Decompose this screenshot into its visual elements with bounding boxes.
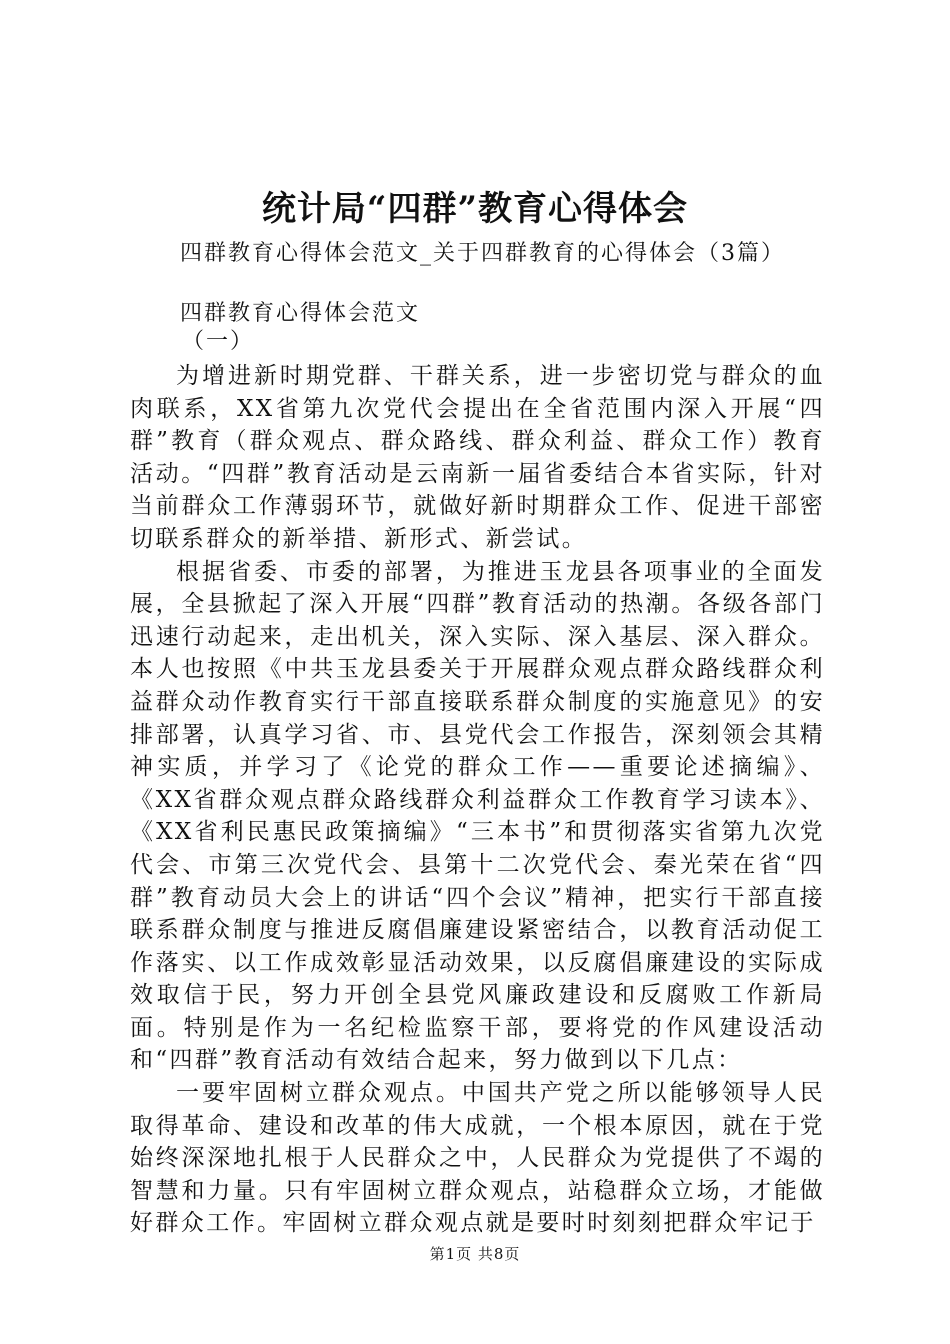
section-number: （一） <box>182 329 255 354</box>
paragraph: 根据省委、市委的部署，为推进玉龙县各项事业的全面发展，全县掀起了深入开展“四群”教育活动的热潮。各级各部门迅速行动起来，走出机关，深入实际、深入基层、深入群众。本人也按照《中共玉龙县委关于开展群众观点群众路线群众利益群众动作教育实行干部直接联系群众制度的实施意见》的安排部署，认真学习省、市、县党代会工作报告，深刻领会其精神实质，并学习了《论党的群众工作——重要论述摘编》、《XX省群众观点群众路线群众利益群众工作教育学习读本》、《XX省利民惠民政策摘编》“三本书”和贯彻落实省第九次党代会、市第三次党代会、县第十二次党代会、秦光荣在省“四群”教育动员大会上的讲话“四个会议”精神，把实行干部直接联系群众制度与推进反腐倡廉建设紧密结合，以教育活动促工作落实、以工作成效彰显活动效果，以反腐倡廉建设的实际成效取信于民，努力开创全县党风廉政建设和反腐败工作新局面。特别是作为一名纪检监察干部，要将党的作风建设活动和“四群”教育活动有效结合起来，努力做到以下几点： <box>130 558 825 1074</box>
section-heading: 四群教育心得体会范文 <box>180 301 421 326</box>
document-title: 统计局“四群”教育心得体会 <box>261 189 689 229</box>
body-text <box>130 360 825 1240</box>
paragraph: 一要牢固树立群众观点。中国共产党之所以能够领导人民取得革命、建设和改革的伟大成就，一个根本原因，就在于党始终深深地扎根于人民群众之中，人民群众为党提供了不竭的智慧和力量。只有牢固树立群众观点，站稳群众立场，才能做好群众工作。牢固树立群众观点就是要时时刻刻把群众牢记于 <box>130 1080 825 1237</box>
page-footer: 第1页 共8页 <box>429 1245 521 1263</box>
document-subtitle: 四群教育心得体会范文_关于四群教育的心得体会（3篇） <box>180 241 785 266</box>
paragraph: 为增进新时期党群、干群关系，进一步密切党与群众的血肉联系，XX省第九次党代会提出在全省范围内深入开展“四群”教育（群众观点、群众路线、群众利益、群众工作）教育活动。“四群”教育活动是云南新一届省委结合本省实际，针对当前群众工作薄弱环节，就做好新时期群众工作、促进干部密切联系群众的新举措、新形式、新尝试。 <box>130 363 825 552</box>
